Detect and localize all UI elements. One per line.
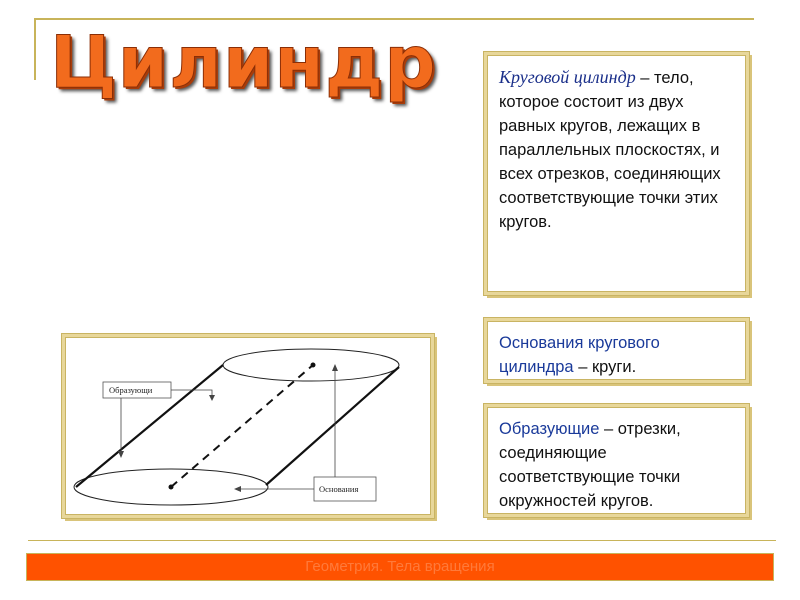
generators-term: Образующие [499, 420, 600, 438]
generators-arrowhead [209, 395, 215, 401]
generators-text [499, 417, 734, 513]
bases-arrowhead [332, 364, 338, 371]
generators-label: Образующи [109, 385, 153, 395]
bases-label: Основания [319, 484, 359, 494]
footer-bar [26, 553, 774, 581]
generators-body: – отрезки, соединяющие соответствующие точки окружностей кругов. [499, 420, 681, 510]
bases-text [499, 331, 734, 379]
bases-arrowhead-2 [234, 486, 241, 492]
definition-text [499, 65, 734, 234]
bases-box [484, 318, 749, 383]
definition-box [484, 52, 749, 295]
generators-box [484, 404, 749, 517]
axis-dashed-line [171, 365, 313, 487]
definition-body: тело, которое состоит из двух равных кругов, лежащих в параллельных плоскостях, и всех отрезков, соединяющих соответствующие точки этих кругов. [499, 69, 721, 231]
bases-body: – круги. [573, 358, 637, 376]
definition-dash: – [635, 69, 655, 87]
right-generator-line [266, 367, 399, 485]
top-center-point [311, 363, 316, 368]
definition-term: Круговой цилиндр [499, 67, 636, 87]
bases-term: Основания кругового цилиндра [499, 334, 660, 376]
footer-text: Геометрия. Тела вращения [305, 558, 495, 575]
bottom-center-point [169, 485, 174, 490]
cylinder-diagram [65, 337, 431, 515]
cylinder-diagram-box [62, 334, 434, 518]
slide-title: Цилиндр [50, 20, 437, 104]
generators-arrowhead-2 [118, 451, 124, 458]
decorative-frame-bottom [28, 540, 776, 541]
decorative-frame-left [34, 18, 36, 80]
